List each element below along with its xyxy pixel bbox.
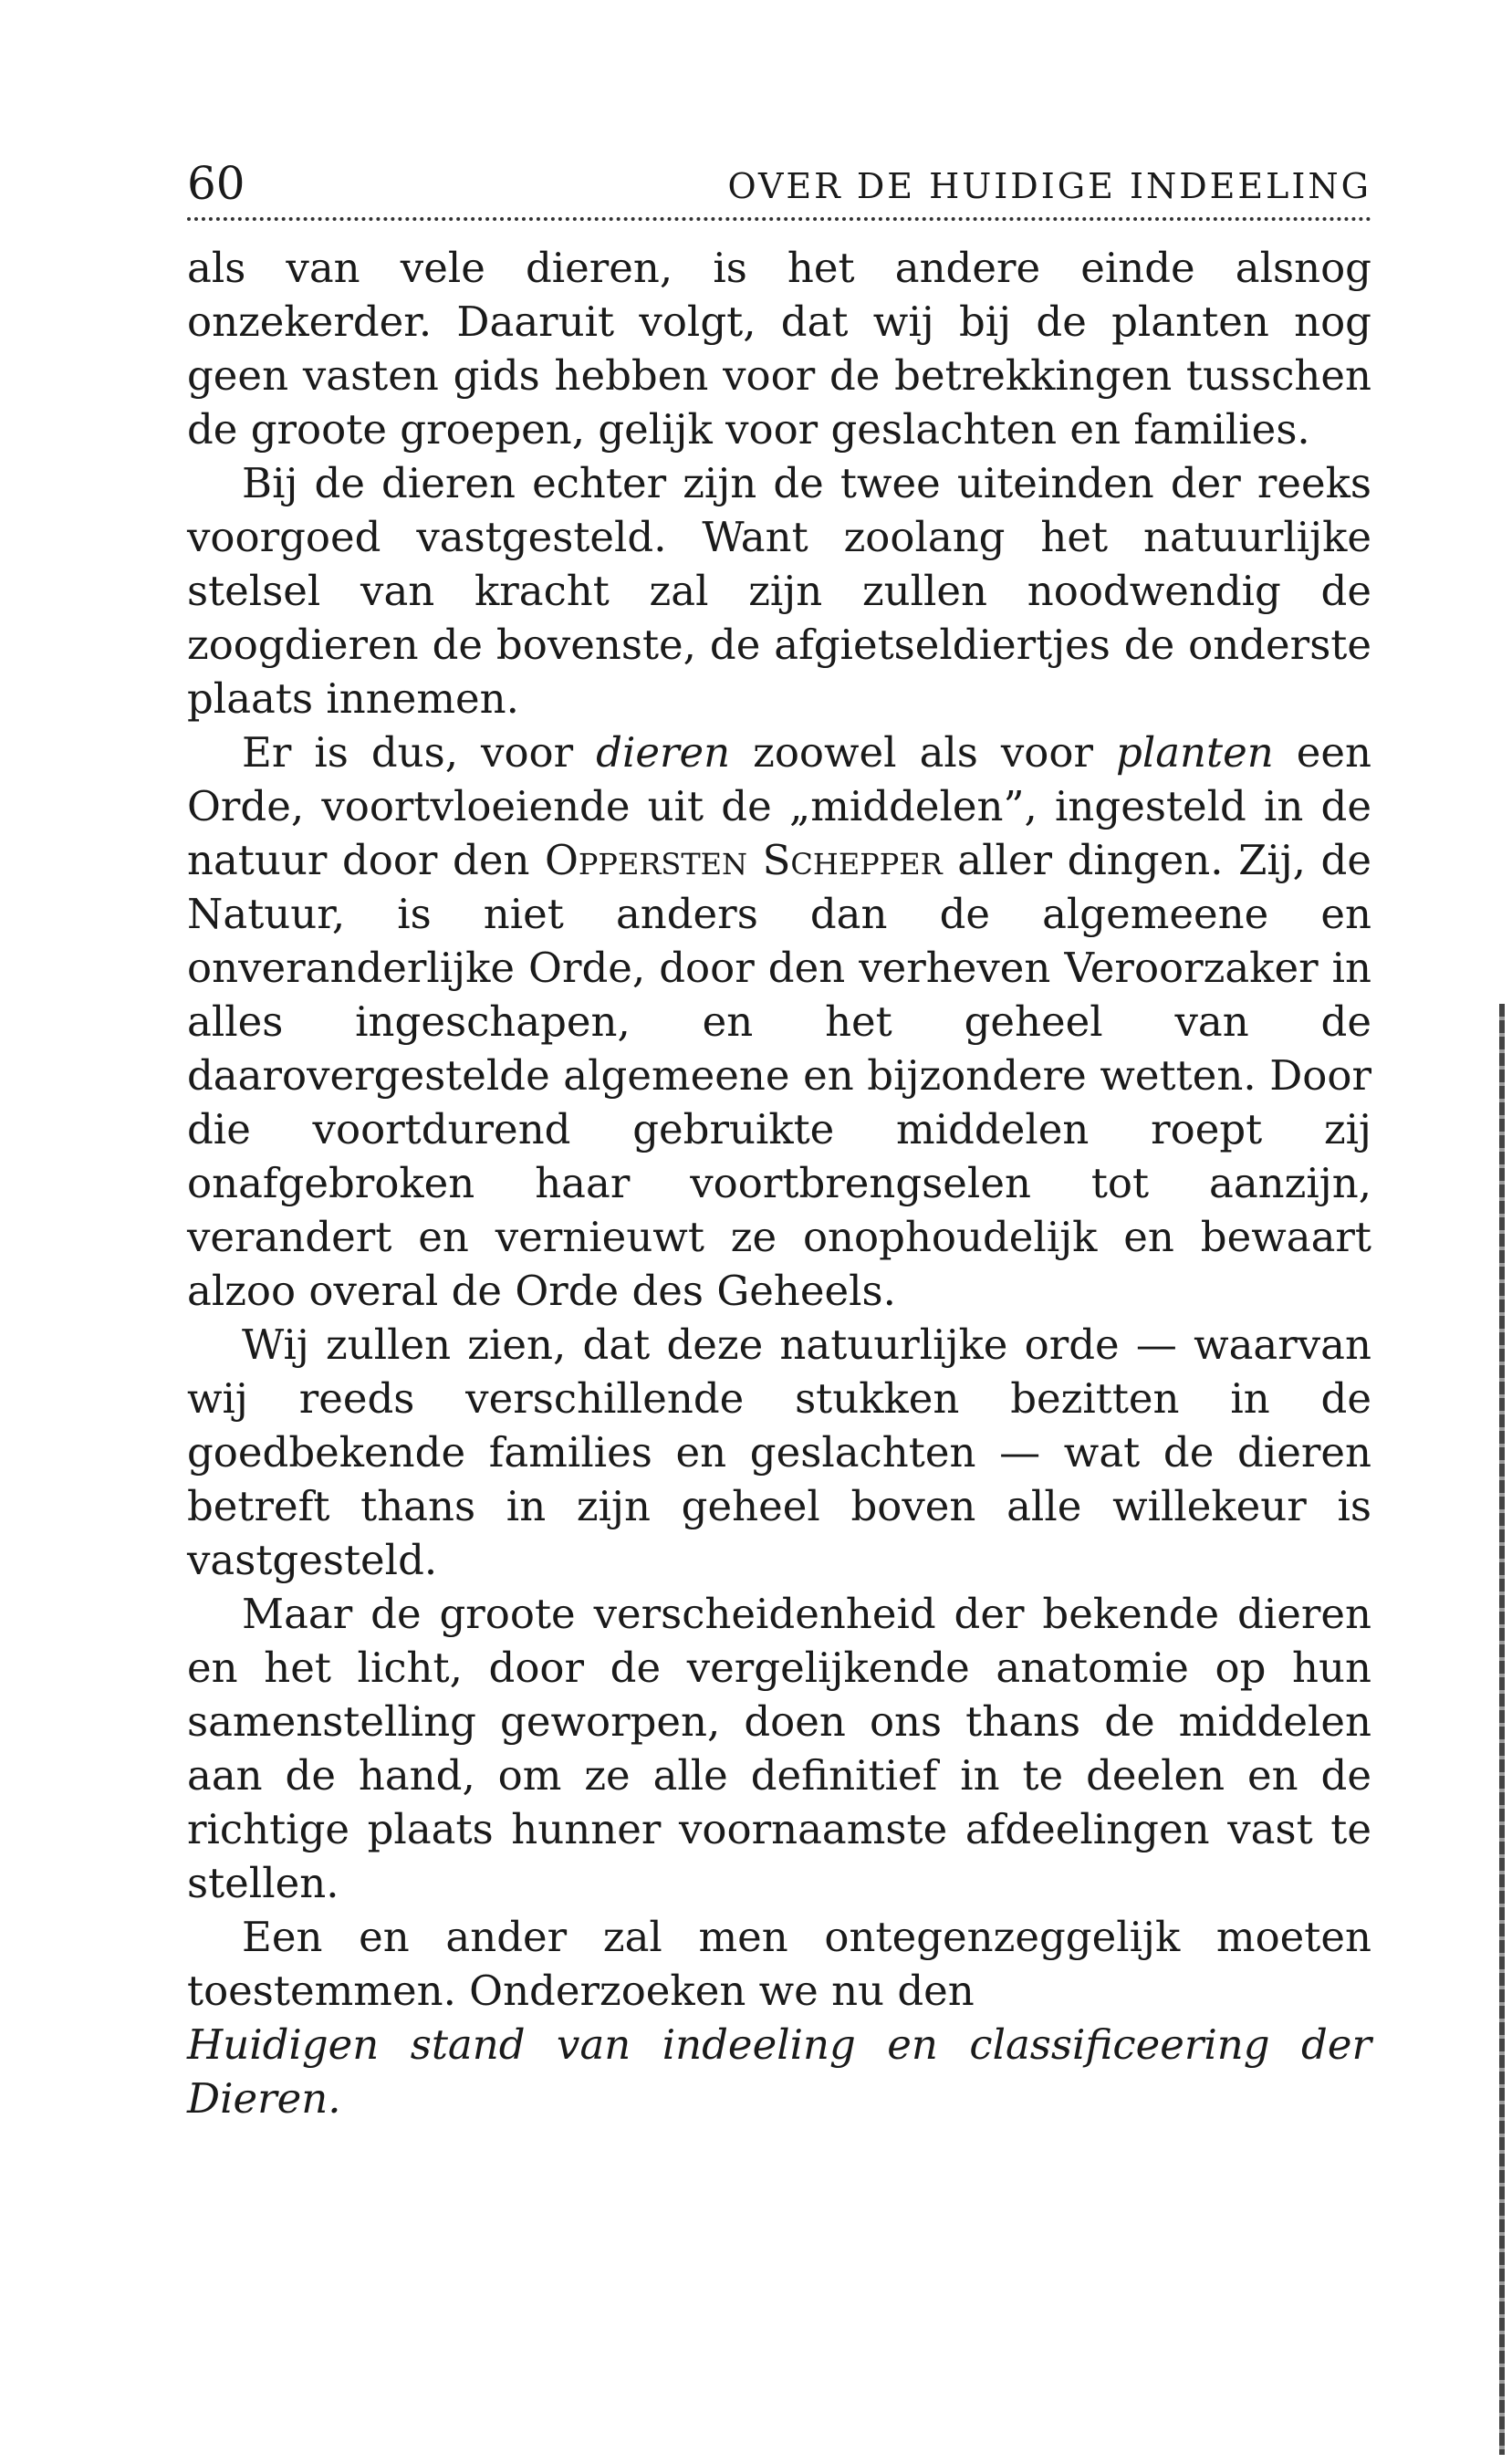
body-text <box>187 241 1371 2125</box>
italic-title-end: Dieren. <box>187 2074 341 2123</box>
emphasis-dieren: dieren <box>596 728 731 777</box>
small-caps-oppersten-schepper: Oppersten Schepper <box>545 836 943 884</box>
page-number: 60 <box>187 157 245 210</box>
page-edge-shadow <box>1499 1004 1505 2455</box>
paragraph-4: Wij zullen zien, dat deze natuurlijke orde — waarvan wij reeds verschillende stukken bezitten in de goedbekende families en geslachten — wat de dieren betreft thans in zijn geheel boven alle willekeur is vastgesteld. <box>187 1320 1371 1584</box>
header-rule <box>187 217 1371 221</box>
running-head: OVER DE HUIDIGE INDEELING <box>727 166 1371 206</box>
paragraph-6: Een en ander zal men ontegenzeggelijk moeten toestemmen. Onderzoeken we nu den <box>187 1913 1371 2015</box>
paragraph-2: Bij de dieren echter zijn de twee uiteinden der reeks voorgoed vastgesteld. Want zoolang het natuurlijke stelsel van kracht zal zijn zullen noodwendig de zoogdieren de bovenste, de afgietseldiertjes de onderste plaats innemen. <box>187 459 1371 723</box>
paragraph-3-text: een Orde, voortvloeiende uit de „middelen”, ingesteld in de natuur door den <box>187 728 1371 884</box>
paragraph-1: als van vele dieren, is het andere einde alsnog onzekerder. Daaruit volgt, dat wij bij de planten nog geen vasten gids hebben voor de betrekkingen tusschen de groote groepen, gelijk voor geslachten en families. <box>187 244 1371 454</box>
paragraph-3-text: Er is dus, voor <box>242 728 597 777</box>
paragraph-5: Maar de groote verscheidenheid der bekende dieren en het licht, door de vergelijkende anatomie op hun samenstelling geworpen, doen ons thans de middelen aan de hand, om ze alle definitief in te deelen en de richtige plaats hunner voornaamste afdeelingen vast te stellen. <box>187 1590 1371 1907</box>
page-header <box>187 155 1371 212</box>
paragraph-3-text: zoowel als voor <box>730 728 1117 777</box>
book-page <box>187 155 1371 2125</box>
paragraph-3-text: aller dingen. Zij, de Natuur, is niet anders dan de algemeene en onveranderlijke Orde, door den verheven Veroorzaker in alles ingeschapen, en het geheel van de daarovergestelde algemeene en bijzondere wetten. Door die voortdurend gebruikte middelen roept zij onafgebroken haar voortbrengselen tot aanzijn, verandert en vernieuwt ze onophoudelijk en bewaart alzoo overal de Orde des Geheels. <box>187 836 1371 1315</box>
italic-title-line: Huidigen stand van indeeling en classificeering der <box>187 2020 1371 2069</box>
paragraph-3 <box>187 725 1371 1318</box>
emphasis-planten: planten <box>1116 728 1274 777</box>
